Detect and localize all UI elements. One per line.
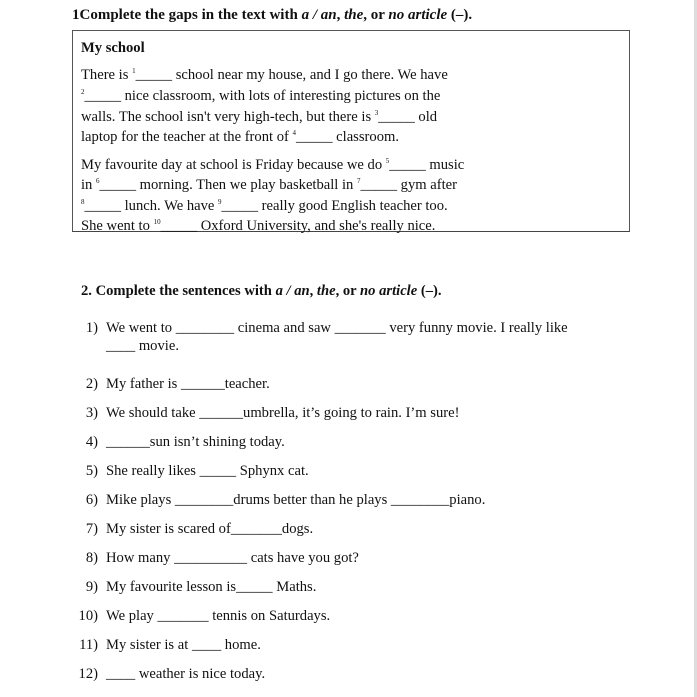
paragraph-line: [81, 128, 399, 146]
text-segment: (–).: [447, 7, 473, 23]
text-segment: ,: [336, 7, 345, 23]
sentence: How many __________ cats have you got?: [106, 550, 359, 566]
item-number: 6): [85, 492, 98, 508]
text-segment: There is: [81, 67, 133, 83]
italic-term: the: [316, 283, 336, 299]
gap-number: 3: [374, 109, 379, 117]
text-segment: _____ old: [378, 109, 438, 125]
item-number: 12): [78, 666, 98, 682]
text-segment: _____ lunch. We have: [84, 198, 219, 214]
paragraph-line: [81, 156, 464, 174]
item-number: 11): [79, 637, 98, 653]
text-segment: laptop for the teacher at the front of: [81, 129, 293, 145]
item-number: 3): [85, 405, 98, 421]
text-segment: _____ Oxford University, and she's really nice.: [160, 218, 436, 234]
paragraph-line: [81, 197, 448, 215]
text-segment: 2. Complete the sentences with: [81, 283, 276, 299]
text-segment: _____ nice classroom, with lots of interesting pictures on the: [84, 88, 441, 104]
paragraph-line: [81, 176, 457, 194]
italic-term: the: [344, 7, 364, 23]
gap-number: 5: [385, 157, 390, 165]
text-segment: , or: [363, 7, 389, 23]
text-segment: (–).: [417, 283, 442, 299]
sentence: My favourite lesson is_____ Maths.: [106, 579, 317, 595]
item-number: 10): [78, 608, 98, 624]
paragraph-line: [81, 108, 437, 126]
text-segment: _____ music: [389, 157, 465, 173]
text-segment: _____ really good English teacher too.: [221, 198, 448, 214]
gap-number: 8: [81, 198, 85, 206]
text-segment: walls. The school isn't very high-tech, but there is: [81, 109, 375, 125]
gap-number: 4: [292, 129, 297, 137]
sentence: Mike plays ________drums better than he plays ________piano.: [106, 492, 486, 508]
sentence: My sister is at ____ home.: [106, 637, 261, 653]
paragraph-line: [81, 87, 440, 105]
sentence-continuation: ____ movie.: [106, 338, 179, 354]
item-number: 2): [85, 376, 98, 392]
item-number: 4): [85, 434, 98, 450]
gap-number: 10: [153, 218, 161, 226]
item-number: 5): [85, 463, 98, 479]
gap-number: 1: [132, 67, 136, 75]
exercise-2-title: [81, 282, 442, 300]
gap-number: 2: [81, 88, 85, 96]
italic-term: no article: [388, 7, 448, 23]
text-segment: She went to: [81, 218, 154, 234]
text-segment: _____ morning. Then we play basketball in: [99, 177, 358, 193]
text-segment: My favourite day at school is Friday because we do: [81, 157, 386, 173]
italic-term: no article: [360, 283, 418, 299]
paragraph-line: [81, 217, 435, 235]
sentence: She really likes _____ Sphynx cat.: [106, 463, 309, 479]
paragraph-line: [81, 66, 448, 84]
text-segment: _____ gym after: [360, 177, 457, 193]
exercise-1-title: [72, 6, 472, 24]
gap-number: 6: [96, 177, 100, 185]
sentence: We should take ______umbrella, it’s going to rain. I’m sure!: [106, 405, 460, 421]
gap-number: 7: [357, 177, 361, 185]
item-number: 7): [85, 521, 98, 537]
sentence: My sister is scared of_______dogs.: [106, 521, 314, 537]
text-segment: ,: [309, 283, 317, 299]
sentence: My father is ______teacher.: [106, 376, 270, 392]
sentence: We went to ________ cinema and saw _______ very funny movie. I really like: [106, 320, 568, 336]
item-number: 8): [85, 550, 98, 566]
sentence: ______sun isn’t shining today.: [106, 434, 285, 450]
text-segment: , or: [335, 283, 361, 299]
sentence: We play _______ tennis on Saturdays.: [106, 608, 331, 624]
text-segment: Complete the gaps in the text with: [79, 7, 302, 23]
gap-number: 9: [218, 198, 222, 206]
text-segment: _____ classroom.: [296, 129, 399, 145]
italic-term: a / an: [275, 283, 310, 299]
item-number: 9): [85, 579, 98, 595]
italic-term: a / an: [301, 7, 337, 23]
box-title: My school: [81, 40, 145, 56]
sentence: ____ weather is nice today.: [106, 666, 266, 682]
text-segment: 1: [72, 7, 80, 23]
item-number: 1): [85, 320, 98, 336]
text-segment: _____ school near my house, and I go there. We have: [135, 67, 448, 83]
text-segment: in: [81, 177, 96, 193]
